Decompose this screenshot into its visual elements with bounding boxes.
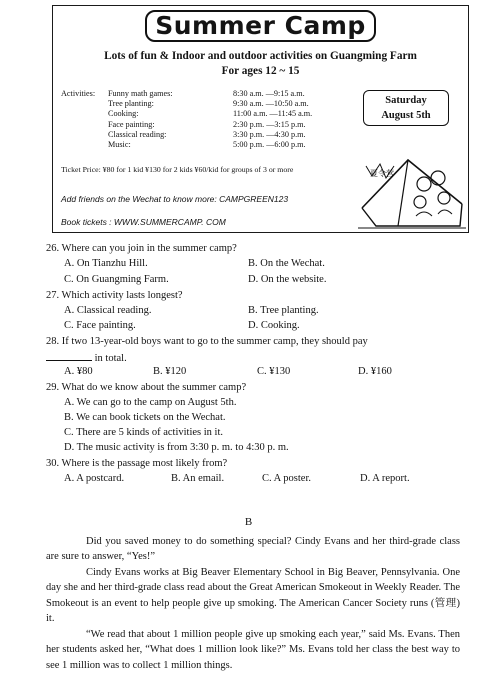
camp-tent-illustration (358, 146, 466, 232)
tent-sign: 夏令营 (370, 169, 394, 178)
poster-subtitle-1: Lots of fun & Indoor and outdoor activities on Guangming Farm (104, 50, 417, 62)
question-29: 29. What do we know about the summer camp? (46, 382, 247, 393)
passage-paragraph: Cindy Evans works at Big Beaver Elementary School in Big Beaver, Pennsylvania. One day she and her third-grade class read about the Great American Smokeout in Weekly Reader. The Smokeout is an event to help people give up smoking. The American Cancer Society runs (管理) it. (46, 567, 460, 625)
date-box (363, 90, 449, 126)
option: B. ¥120 (153, 366, 187, 377)
option: D. A report. (360, 473, 410, 484)
option: A. ¥80 (64, 366, 93, 377)
option: A. On Tianzhu Hill. (64, 258, 148, 269)
date-day: Saturday (385, 95, 427, 106)
question-27: 27. Which activity lasts longest? (46, 290, 183, 301)
option: C. Face painting. (64, 320, 136, 331)
option: C. A poster. (262, 473, 312, 484)
date-date: August 5th (381, 110, 431, 121)
activity-names (108, 89, 173, 150)
question-28: 28. If two 13-year-old boys want to go to the summer camp, they should pay (46, 336, 368, 347)
activity-time: 8:30 a.m. —9:15 a.m. (233, 89, 305, 98)
activity-time: 9:30 a.m. —10:50 a.m. (233, 99, 309, 109)
activity-name: Music: (108, 140, 131, 150)
activity-time: 11:00 a.m. —11:45 a.m. (233, 109, 313, 119)
activity-time: 3:30 p.m. —4:30 p.m. (233, 129, 306, 139)
question-28-line2 (46, 351, 127, 364)
activity-name: Classical reading: (108, 129, 167, 139)
question-28-tail: in total. (94, 353, 127, 364)
activity-name: Funny math games: (108, 89, 173, 98)
book-tickets-line: Book tickets : WWW.SUMMERCAMP. COM (61, 217, 226, 227)
option: A. We can go to the camp on August 5th. (64, 397, 237, 408)
option: D. ¥160 (358, 366, 392, 377)
passage-section-label: B (244, 516, 253, 528)
poster-subtitle-2: For ages 12 ~ 15 (221, 65, 300, 77)
answer-blank[interactable] (46, 351, 92, 361)
question-26: 26. Where can you join in the summer camp? (46, 243, 237, 254)
activities-label: Activities: (61, 89, 96, 98)
passage-paragraph: “We read that about 1 million people give up smoking each year,” said Ms. Evans. Then her students asked her, “What does 1 million look like?” Ms. Evans told her class the best way to see 1 million was to collect 1 million things. (46, 629, 460, 671)
option: B. On the Wechat. (248, 258, 325, 269)
activity-times (233, 89, 312, 150)
option: D. On the website. (248, 274, 327, 285)
activity-name: Face painting: (108, 119, 155, 129)
option: A. Classical reading. (64, 305, 152, 316)
passage-paragraph: Did you saved money to do something special? Cindy Evans and her third-grade class are sure to answer, “Yes!” (46, 536, 460, 563)
option: B. An email. (171, 473, 225, 484)
camp-poster (52, 5, 469, 233)
question-30: 30. Where is the passage most likely from? (46, 458, 228, 469)
option: D. Cooking. (248, 320, 300, 331)
option: C. On Guangming Farm. (64, 274, 169, 285)
option: C. ¥130 (257, 366, 291, 377)
option: C. There are 5 kinds of activities in it. (64, 427, 224, 438)
activity-name: Cooking: (108, 109, 139, 119)
activity-time: 2:30 p.m. —3:15 p.m. (233, 119, 306, 129)
option: D. The music activity is from 3:30 p. m. to 4:30 p. m. (64, 442, 289, 453)
poster-title: Summer Camp (145, 10, 376, 42)
option: B. We can book tickets on the Wechat. (64, 412, 226, 423)
activity-time: 5:00 p.m. —6:00 p.m. (233, 140, 306, 150)
ticket-price: Ticket Price: ¥80 for 1 kid ¥130 for 2 kids ¥60/kid for groups of 3 or more (61, 165, 294, 174)
activity-name: Tree planting: (108, 99, 154, 109)
wechat-line: Add friends on the Wechat to know more: CAMPGREEN123 (61, 194, 289, 204)
option: B. Tree planting. (248, 305, 319, 316)
option: A. A postcard. (64, 473, 125, 484)
